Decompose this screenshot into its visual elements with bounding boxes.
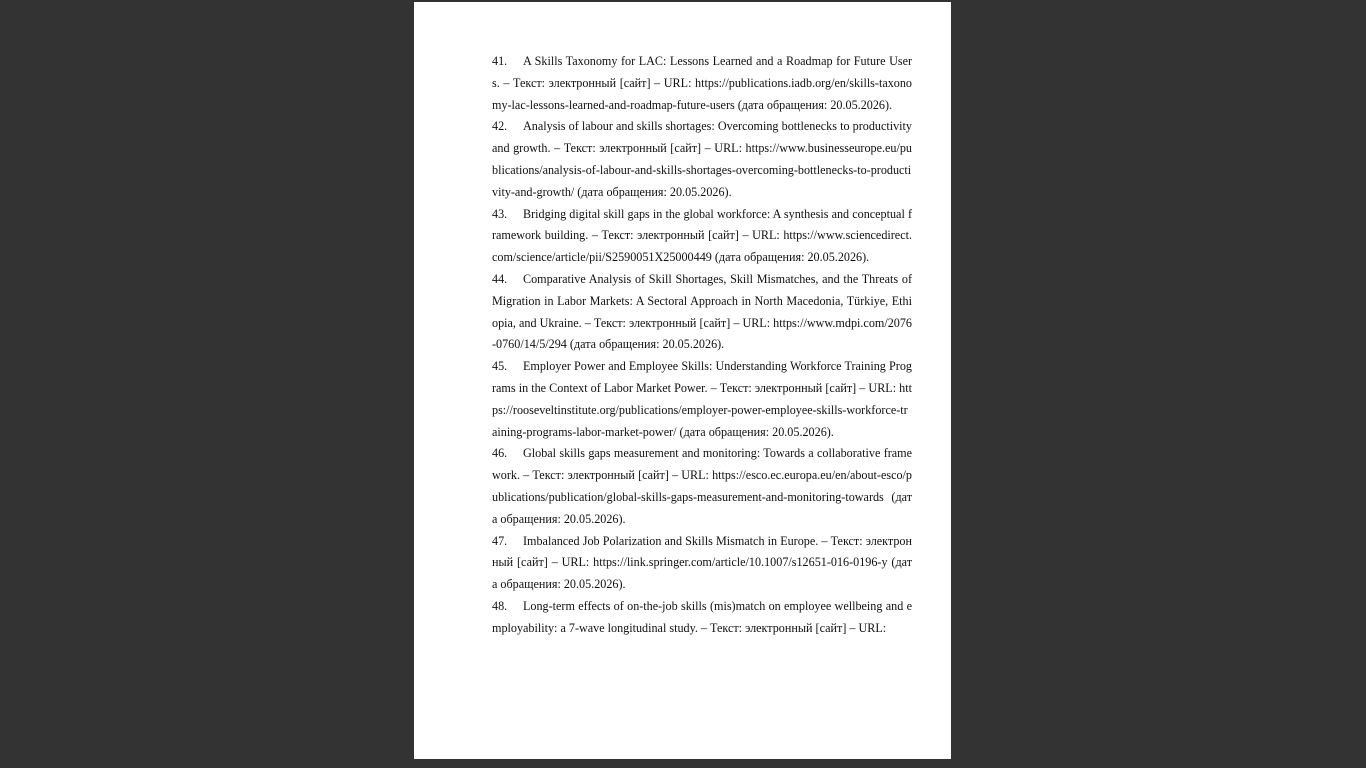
reference-number: 45. xyxy=(492,359,508,374)
reference-item-47 xyxy=(492,531,912,596)
reference-number: 41. xyxy=(492,54,508,68)
reference-number: 43. xyxy=(492,206,508,221)
reference-text: Comparative Analysis of Skill Shortages, Skill Mismatches, and the Threats of Migration in Labor Markets: A Sectoral Approach in North Macedonia, Türkiye, Ethiopia, and Ukraine. – Текст: электронный [сайт] – URL: https://www.mdpi.com/2076-0760/14/5/294 (дата обращения: 20.05.2026). xyxy=(492,271,912,352)
reference-item-41 xyxy=(492,51,912,116)
reference-item-43 xyxy=(492,204,912,269)
reference-number: 42. xyxy=(492,119,508,134)
reference-item-42 xyxy=(492,116,912,203)
reference-number: 47. xyxy=(492,533,508,548)
reference-item-44 xyxy=(492,269,912,356)
reference-number: 44. xyxy=(492,271,508,286)
reference-text: Bridging digital skill gaps in the global workforce: A synthesis and conceptual framework building. – Текст: электронный [сайт] – URL: https://www.sciencedirect.com/science/article/pii/S2590051X25000449 (дата обращения: 20.05.2026). xyxy=(492,206,912,265)
reference-text: Long-term effects of on-the-job skills (mis)match on employee wellbeing and employability: a 7-wave longitudinal study. – Текст: электронный [сайт] – URL: xyxy=(492,598,912,635)
reference-text: Imbalanced Job Polarization and Skills Mismatch in Europe. – Текст: электронный [сайт] – URL: https://link.springer.com/article/10.1007/s12651-016-0196-y (дата обращения: 20.05.2026). xyxy=(492,533,912,592)
reference-item-45 xyxy=(492,356,912,443)
reference-list xyxy=(492,51,912,640)
reference-text: Analysis of labour and skills shortages: Overcoming bottlenecks to productivity and growth. – Текст: электронный [сайт] – URL: https://www.businesseurope.eu/publications/analysis-of-labour-and-skills-shortages-overcoming-bottlenecks-to-productivity-and-growth/ (дата обращения: 20.05.2026). xyxy=(492,119,912,199)
reference-item-46 xyxy=(492,443,912,530)
reference-number: 46. xyxy=(492,446,508,461)
reference-text: A Skills Taxonomy for LAC: Lessons Learned and a Roadmap for Future Users. – Текст: электронный [сайт] – URL: https://publications.iadb.org/en/skills-taxonomy-lac-lessons-learned-and-roadmap-future-users (дата обращения: 20.05.2026). xyxy=(492,54,912,112)
document-page xyxy=(414,2,951,759)
reference-text: Employer Power and Employee Skills: Understanding Workforce Training Programs in the Context of Labor Market Power. – Текст: электронный [сайт] – URL: https://rooseveltinstitute.org/publications/employer-power-employee-skills-workforce-training-programs-labor-market-power/ (дата обращения: 20.05.2026). xyxy=(492,359,912,439)
reference-text: Global skills gaps measurement and monitoring: Towards a collaborative framework. – Текст: электронный [сайт] – URL: https://esco.ec.europa.eu/en/about-esco/publications/publication/global-skills-gaps-measurement-and-monitoring-towards (дата обращения: 20.05.2026). xyxy=(492,446,912,526)
reference-number: 48. xyxy=(492,598,508,613)
reference-item-48 xyxy=(492,596,912,640)
